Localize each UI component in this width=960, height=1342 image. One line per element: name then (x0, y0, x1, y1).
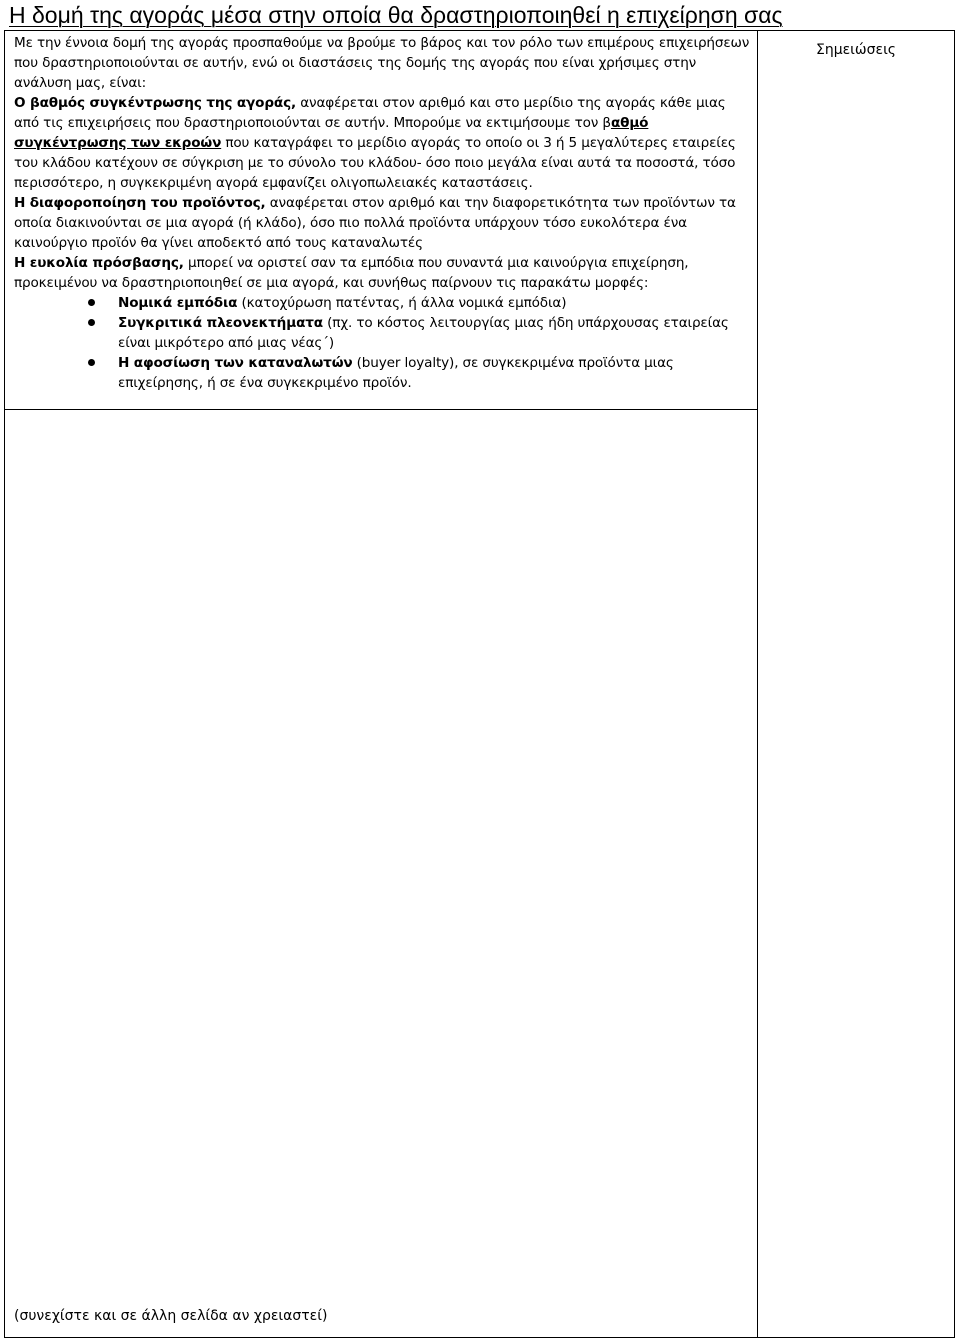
table-border-top (4, 30, 955, 31)
differentiation-paragraph (14, 193, 754, 253)
access-paragraph (14, 253, 754, 293)
bullet-icon (88, 319, 95, 326)
table-border-right (954, 30, 955, 1338)
differentiation-term: Η διαφοροποίηση του προϊόντος, (14, 195, 266, 211)
bullet-icon (88, 359, 95, 366)
concentration-paragraph (14, 93, 754, 193)
barrier-term: Συγκριτικά πλεονεκτήματα (118, 315, 323, 331)
list-item (118, 353, 754, 393)
concentration-text: αναφέρεται στον αριθμό και στο μερίδιο της αγοράς κάθε μιας από τις επιχειρήσεις που δραστηριοποιούνται σε αυτήν. Μπορούμε να εκτιμήσουμε τον β (14, 95, 726, 131)
list-item (118, 313, 754, 353)
continue-note: (συνεχίστε και σε άλλη σελίδα αν χρειαστεί) (14, 1308, 328, 1324)
bullet-icon (88, 299, 95, 306)
barrier-text: (buyer loyalty), σε συγκεκριμένα προϊόντα μιας επιχείρησης, ή σε ένα συγκεκριμένο προϊόν. (118, 355, 674, 391)
market-structure-text (14, 33, 754, 393)
table-column-divider (757, 30, 758, 1338)
concentration-ratio-term: αθμό συγκέντρωσης των εκροών (14, 115, 649, 151)
entry-barriers-list (14, 293, 754, 393)
barrier-text: (κατοχύρωση πατέντας, ή άλλα νομικά εμπόδια) (237, 295, 567, 311)
barrier-term: Νομικά εμπόδια (118, 295, 238, 311)
barrier-text: (πχ. το κόστος λειτουργίας μιας ήδη υπάρχουσας εταιρείας είναι μικρότερο από μιας νέας΄) (118, 315, 729, 351)
list-item (118, 293, 754, 313)
table-row-divider (4, 409, 758, 410)
access-text: μπορεί να οριστεί σαν τα εμπόδια που συναντά μια καινούργια επιχείρηση, προκειμένου να δραστηριοποιηθεί σε μια αγορά, και συνήθως παίρνουν τις παρακάτω μορφές: (14, 255, 689, 291)
concentration-term: Ο βαθμός συγκέντρωσης της αγοράς, (14, 95, 297, 111)
barrier-term: Η αφοσίωση των καταναλωτών (118, 355, 353, 371)
table-border-bottom (4, 1337, 955, 1338)
page-title: Η δομή της αγοράς μέσα στην οποία θα δραστηριοποιηθεί η επιχείρηση σας (9, 2, 783, 28)
notes-column-header: Σημειώσεις (815, 42, 897, 58)
table-border-left (4, 30, 5, 1338)
differentiation-text: αναφέρεται στον αριθμό και την διαφορετικότητα των προϊόντων τα οποία διακινούνται σε μια αγορά (ή κλάδο), όσο πιο πολλά προϊόντα υπάρχουν τόσο ευκολότερα ένα καινούργιο προϊόν θα γίνει αποδεκτό από τους καταναλωτές (14, 195, 736, 251)
access-term: Η ευκολία πρόσβασης, (14, 255, 184, 271)
intro-paragraph: Με την έννοια δομή της αγοράς προσπαθούμε να βρούμε το βάρος και τον ρόλο των επιμέρους επιχειρήσεων που δραστηριοποιούνται σε αυτήν, ενώ οι διαστάσεις της δομής της αγοράς που είναι χρήσιμες στην ανάλυση μας, είναι: (14, 35, 750, 91)
concentration-text-2: που καταγράφει το μερίδιο αγοράς το οποίο οι 3 ή 5 μεγαλύτερες εταιρείες του κλάδου κατέχουν σε σύγκριση με το σύνολο του κλάδου- όσο ποιο μεγάλα είναι αυτά τα ποσοστά, τόσο περισσότερο, η συγκεκριμένη αγορά εμφανίζει ολιγοπωλειακές καταστάσεις. (14, 135, 736, 191)
